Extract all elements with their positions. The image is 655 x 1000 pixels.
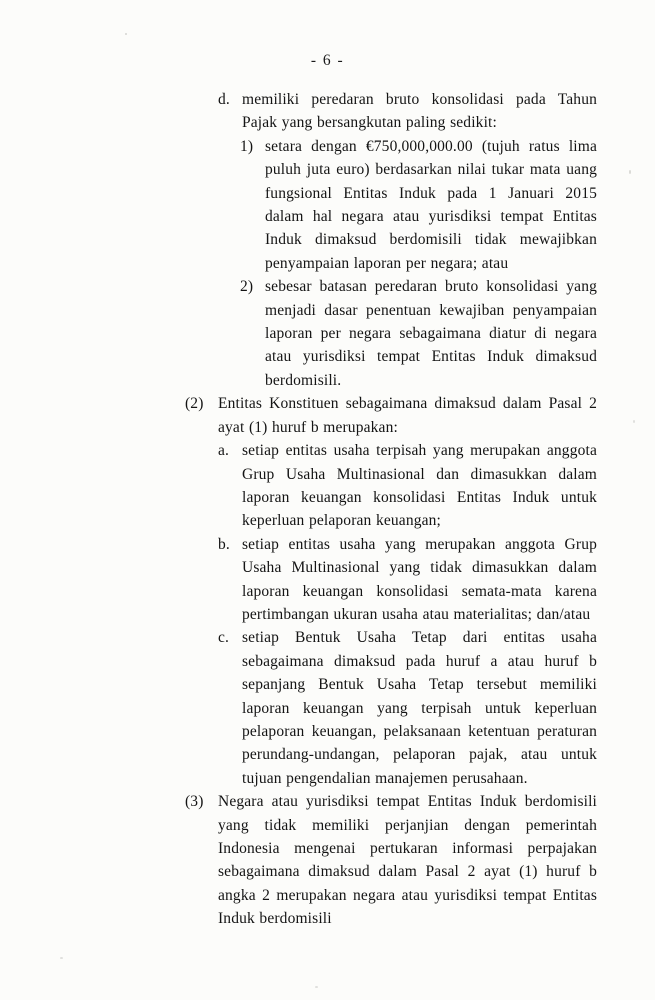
subclause-1-marker: 1) [240, 137, 254, 155]
clause-a-text: setiap entitas usaha terpisah yang merupakan anggota Grup Usaha Multinasional dan dimasukkan dalam laporan keuangan konsolidasi Entitas Induk untuk keperluan pelaporan keuangan; [242, 442, 597, 530]
subclause-1 [0, 135, 655, 275]
page-number: - 6 - [310, 52, 345, 69]
subclause-2 [0, 275, 655, 392]
clause-a-marker: a. [218, 442, 230, 460]
paragraph-3 [0, 790, 655, 930]
clause-c-marker: c. [218, 629, 230, 647]
paragraph-2-marker: (2) [185, 395, 204, 413]
document-body [0, 88, 655, 931]
paragraph-2-text: Entitas Konstituen sebagaimana dimaksud dalam Pasal 2 ayat (1) huruf b merupakan: [218, 395, 597, 436]
clause-b [0, 533, 655, 627]
clause-c-text: setiap Bentuk Usaha Tetap dari entitas usaha sebagaimana dimaksud pada huruf a atau huruf b sepanjang Bentuk Usaha Tetap tersebut memiliki laporan keuangan yang terpisah untuk keperluan pelaporan keuangan, pelaksanaan ketentuan peraturan perundang-undangan, pelaporan pajak, atau untuk tujuan pengendalian manajemen perusahaan. [242, 629, 597, 787]
clause-b-text: setiap entitas usaha yang merupakan anggota Grup Usaha Multinasional yang tidak dimasukkan dalam laporan keuangan konsolidasi semata-mata karena pertimbangan ukuran usaha atau materialitas; dan/atau [242, 535, 597, 623]
clause-d-marker: d. [218, 91, 230, 108]
scan-speck [315, 986, 318, 988]
subclause-2-marker: 2) [240, 278, 254, 296]
scan-speck [633, 420, 635, 423]
scan-speck [60, 957, 63, 959]
clause-d [0, 88, 655, 135]
clause-b-marker: b. [218, 535, 230, 553]
paragraph-3-text: Negara atau yurisdiksi tempat Entitas Induk berdomisili yang tidak memiliki perjanjian dengan pemerintah Indonesia mengenai pertukaran informasi perpajakan sebagaimana dimaksud dalam Pasal 2 ayat (1) huruf b angka 2 merupakan negara atau yurisdiksi tempat Entitas Induk berdomisili [218, 793, 597, 928]
clause-d-text: memiliki peredaran bruto konsolidasi pada Tahun Pajak yang bersangkutan paling sedikit: [242, 91, 597, 132]
clause-c [0, 626, 655, 790]
paragraph-3-marker: (3) [185, 793, 204, 811]
clause-a [0, 439, 655, 533]
subclause-2-text: sebesar batasan peredaran bruto konsolidasi yang menjadi dasar penentuan kewajiban penyampaian laporan per negara sebagaimana diatur di negara atau yurisdiksi tempat Entitas Induk dimaksud berdomisili. [265, 278, 597, 389]
paragraph-2 [0, 392, 655, 439]
scan-speck [629, 170, 631, 174]
subclause-1-text: setara dengan €750,000,000.00 (tujuh ratus lima puluh juta euro) berdasarkan nilai tukar mata uang fungsional Entitas Induk pada 1 Januari 2015 dalam hal negara atau yurisdiksi tempat Entitas Induk dimaksud berdomisili tidak mewajibkan penyampaian laporan per negara; atau [265, 137, 597, 272]
scan-speck [125, 33, 127, 35]
